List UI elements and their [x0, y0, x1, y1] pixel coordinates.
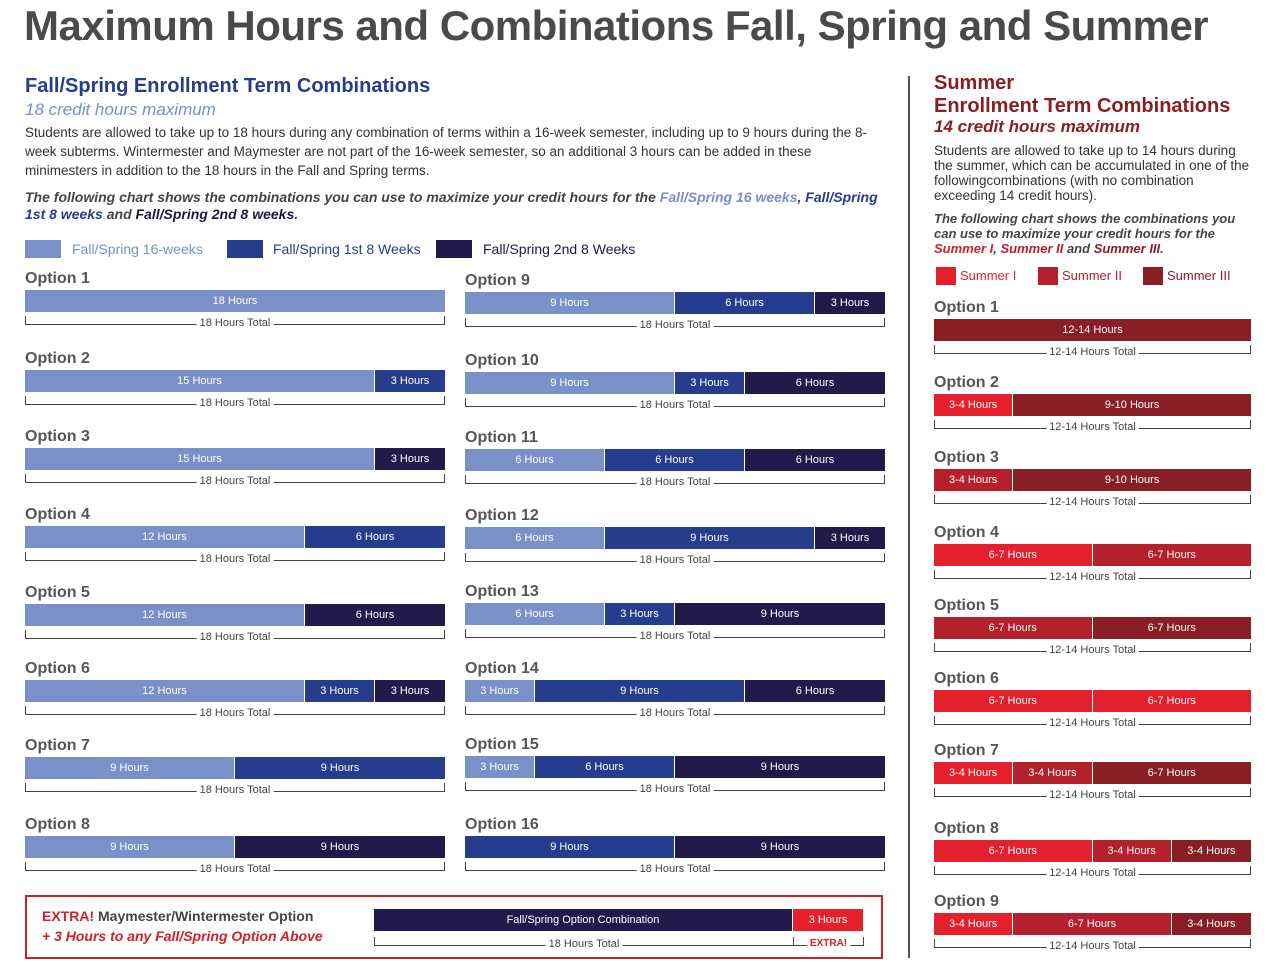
fall-spring-total-bracket [465, 629, 885, 642]
fall-spring-total-bracket [465, 706, 885, 719]
legend-label-summer-3: Summer III [1167, 268, 1231, 283]
legend-swatch-1st-8-weeks [227, 240, 263, 258]
summer-total-bracket [934, 570, 1251, 583]
summer-option-label: Option 7 [934, 742, 999, 759]
fall-spring-option-bar [465, 292, 885, 314]
summer-bar-segment: 12-14 Hours [934, 319, 1251, 341]
fall-spring-total-bracket [465, 475, 885, 488]
fall-spring-total-bracket [465, 862, 885, 875]
fall-spring-total-label: 18 Hours Total [637, 319, 714, 331]
summer-intro: The following chart shows the combinations you can use to maximize your credit hours for the Summer I, Summer II and Summer III. [934, 211, 1236, 256]
fall-spring-option-label: Option 8 [25, 816, 90, 833]
summer-total-bracket [934, 788, 1251, 801]
summer-total-label: 12-14 Hours Total [1046, 717, 1139, 729]
fall-spring-bar-segment: 6 Hours [745, 372, 885, 394]
summer-bar-segment: 3-4 Hours [1172, 913, 1251, 935]
summer-total-bracket [934, 420, 1251, 433]
fall-spring-option-bar [465, 372, 885, 394]
summer-option-bar [934, 840, 1251, 862]
fall-spring-total-bracket [25, 474, 445, 487]
summer-bar-segment: 6-7 Hours [934, 617, 1093, 639]
fall-spring-bar-segment: 6 Hours [535, 756, 675, 778]
legend-label-1st-8-weeks: Fall/Spring 1st 8 Weeks [273, 241, 421, 257]
fall-spring-option-bar [25, 448, 445, 470]
summer-option-label: Option 4 [934, 524, 999, 541]
fall-spring-bar-segment: 9 Hours [605, 527, 815, 549]
fall-spring-bar-segment: 9 Hours [675, 836, 885, 858]
fall-spring-option-label: Option 16 [465, 816, 539, 833]
summer-total-bracket [934, 939, 1251, 952]
fall-spring-bar-segment: 15 Hours [25, 370, 375, 392]
fall-spring-total-bracket [465, 398, 885, 411]
summer-option-bar [934, 617, 1251, 639]
fall-spring-bar-segment: 3 Hours [375, 448, 445, 470]
fall-spring-bar-segment: 9 Hours [235, 757, 445, 779]
fall-spring-total-bracket [25, 316, 445, 329]
summer-total-label: 12-14 Hours Total [1046, 867, 1139, 879]
summer-total-bracket [934, 866, 1251, 879]
summer-option-label: Option 5 [934, 597, 999, 614]
summer-bar-segment: 3-4 Hours [934, 762, 1013, 784]
fall-spring-total-label: 18 Hours Total [197, 863, 274, 875]
fall-spring-description: Students are allowed to take up to 18 hours during any combination of terms within a 16-week semester, including up to 9 hours during the 8-week subterms. Wintermester and Maymester are not part of the 16-week semester, so an additional 3 hours can be added in these minimesters in addition to the 18 hours in the Fall and Spring terms. [25, 125, 867, 178]
fall-spring-bar-segment: 6 Hours [305, 526, 445, 548]
fall-spring-option-bar [25, 604, 445, 626]
summer-option-bar [934, 394, 1251, 416]
fall-spring-bar-segment: 9 Hours [535, 680, 745, 702]
fall-spring-bar-segment: 9 Hours [25, 836, 235, 858]
summer-bar-segment: 6-7 Hours [934, 690, 1093, 712]
fall-spring-total-label: 18 Hours Total [637, 863, 714, 875]
summer-bar-segment: 3-4 Hours [934, 913, 1013, 935]
fall-spring-option-label: Option 5 [25, 584, 90, 601]
fall-spring-option-bar [465, 756, 885, 778]
summer-bar-segment: 9-10 Hours [1013, 394, 1251, 416]
summer-bar-segment: 3-4 Hours [1013, 762, 1092, 784]
legend-swatch-2nd-8-weeks [436, 240, 472, 258]
summer-bar-segment: 6-7 Hours [934, 544, 1093, 566]
fall-spring-option-label: Option 3 [25, 428, 90, 445]
fall-spring-bar-segment: 6 Hours [465, 449, 605, 471]
fall-spring-option-label: Option 12 [465, 507, 539, 524]
extra-bar [374, 909, 863, 931]
fall-spring-total-bracket [465, 553, 885, 566]
fall-spring-total-label: 18 Hours Total [637, 783, 714, 795]
fall-spring-total-bracket [25, 396, 445, 409]
extra-combo-segment: Fall/Spring Option Combination [374, 909, 793, 931]
summer-option-label: Option 9 [934, 893, 999, 910]
legend-label-16-weeks: Fall/Spring 16-weeks [72, 241, 203, 257]
column-divider [908, 76, 910, 958]
fall-spring-bar-segment: 3 Hours [605, 603, 675, 625]
summer-subheading: 14 credit hours maximum [934, 117, 1140, 136]
summer-option-bar [934, 469, 1251, 491]
fall-spring-option-bar [465, 680, 885, 702]
fall-spring-heading: Fall/Spring Enrollment Term Combinations [25, 75, 431, 97]
extra-title: EXTRA! Maymester/Wintermester Option [42, 908, 314, 924]
fall-spring-bar-segment: 6 Hours [465, 603, 605, 625]
summer-bar-segment: 9-10 Hours [1013, 469, 1251, 491]
summer-option-label: Option 6 [934, 670, 999, 687]
fall-spring-option-bar [25, 757, 445, 779]
summer-description: Students are allowed to take up to 14 hours during the summer, which can be accumulated in one of the followingcombinations (with no combination exceeding 14 credit hours). [934, 143, 1250, 203]
summer-bar-segment: 6-7 Hours [1093, 617, 1252, 639]
fall-spring-option-label: Option 9 [465, 272, 530, 289]
fall-spring-total-label: 18 Hours Total [637, 630, 714, 642]
fall-spring-option-bar [25, 370, 445, 392]
fall-spring-bar-segment: 6 Hours [605, 449, 745, 471]
summer-heading-line1: Summer [934, 72, 1015, 94]
fall-spring-subheading: 18 credit hours maximum [25, 100, 216, 119]
fall-spring-option-bar [25, 526, 445, 548]
fall-spring-bar-segment: 18 Hours [25, 290, 445, 312]
fall-spring-bar-segment: 6 Hours [465, 527, 605, 549]
fall-spring-bar-segment: 12 Hours [25, 526, 305, 548]
fall-spring-total-bracket [25, 862, 445, 875]
summer-total-label: 12-14 Hours Total [1046, 496, 1139, 508]
fall-spring-option-bar [25, 290, 445, 312]
fall-spring-total-bracket [465, 782, 885, 795]
summer-option-bar [934, 913, 1251, 935]
fall-spring-bar-segment: 12 Hours [25, 680, 305, 702]
summer-bar-segment: 6-7 Hours [1093, 544, 1252, 566]
summer-total-bracket [934, 716, 1251, 729]
fall-spring-option-label: Option 14 [465, 660, 539, 677]
fall-spring-bar-segment: 9 Hours [675, 603, 885, 625]
fall-spring-total-label: 18 Hours Total [637, 554, 714, 566]
summer-option-label: Option 1 [934, 299, 999, 316]
fall-spring-bar-segment: 12 Hours [25, 604, 305, 626]
fall-spring-total-bracket [25, 706, 445, 719]
summer-total-label: 12-14 Hours Total [1046, 571, 1139, 583]
fall-spring-intro: The following chart shows the combinations you can use to maximize your credit hours for the Fall/Spring 16 weeks, Fall/Spring 1st 8 weeks and Fall/Spring 2nd 8 weeks. [25, 189, 878, 222]
summer-option-label: Option 3 [934, 449, 999, 466]
fall-spring-option-label: Option 15 [465, 736, 539, 753]
fall-spring-option-bar [465, 836, 885, 858]
legend-swatch-16-weeks [25, 240, 61, 258]
summer-option-bar [934, 319, 1251, 341]
summer-bar-segment: 3-4 Hours [1093, 840, 1172, 862]
legend-label-summer-1: Summer I [960, 268, 1017, 283]
fall-spring-option-label: Option 10 [465, 352, 539, 369]
fall-spring-total-label: 18 Hours Total [197, 631, 274, 643]
summer-bar-segment: 6-7 Hours [1013, 913, 1172, 935]
legend-swatch-summer-1 [936, 267, 956, 285]
summer-total-label: 12-14 Hours Total [1046, 346, 1139, 358]
page-title: Maximum Hours and Combinations Fall, Spring and Summer [24, 2, 1209, 49]
fall-spring-option-label: Option 1 [25, 270, 90, 287]
summer-option-bar [934, 762, 1251, 784]
fall-spring-bar-segment: 3 Hours [815, 527, 885, 549]
summer-bar-segment: 6-7 Hours [934, 840, 1093, 862]
fall-spring-bar-segment: 9 Hours [675, 756, 885, 778]
fall-spring-bar-segment: 3 Hours [305, 680, 375, 702]
fall-spring-bar-segment: 3 Hours [465, 680, 535, 702]
fall-spring-total-label: 18 Hours Total [637, 707, 714, 719]
fall-spring-total-bracket [25, 552, 445, 565]
legend-label-2nd-8-weeks: Fall/Spring 2nd 8 Weeks [483, 241, 636, 257]
fall-spring-total-bracket [25, 783, 445, 796]
fall-spring-total-label: 18 Hours Total [637, 476, 714, 488]
fall-spring-total-label: 18 Hours Total [197, 317, 274, 329]
extra-hours-segment: 3 Hours [793, 909, 863, 931]
fall-spring-option-label: Option 6 [25, 660, 90, 677]
fall-spring-bar-segment: 15 Hours [25, 448, 375, 470]
summer-total-label: 12-14 Hours Total [1046, 421, 1139, 433]
fall-spring-bar-segment: 3 Hours [375, 370, 445, 392]
summer-option-bar [934, 544, 1251, 566]
legend-swatch-summer-2 [1038, 267, 1058, 285]
summer-bar-segment: 6-7 Hours [1093, 690, 1252, 712]
fall-spring-bar-segment: 6 Hours [745, 449, 885, 471]
extra-subtitle: + 3 Hours to any Fall/Spring Option Above [42, 928, 323, 944]
fall-spring-option-label: Option 7 [25, 737, 90, 754]
summer-total-label: 12-14 Hours Total [1046, 644, 1139, 656]
fall-spring-bar-segment: 6 Hours [675, 292, 815, 314]
summer-bar-segment: 3-4 Hours [934, 469, 1013, 491]
fall-spring-total-bracket [465, 318, 885, 331]
summer-bar-segment: 3-4 Hours [934, 394, 1013, 416]
fall-spring-bar-segment: 3 Hours [465, 756, 535, 778]
fall-spring-bar-segment: 6 Hours [745, 680, 885, 702]
summer-total-bracket [934, 345, 1251, 358]
fall-spring-bar-segment: 9 Hours [235, 836, 445, 858]
fall-spring-bar-segment: 3 Hours [815, 292, 885, 314]
fall-spring-option-label: Option 2 [25, 350, 90, 367]
fall-spring-bar-segment: 3 Hours [375, 680, 445, 702]
fall-spring-total-label: 18 Hours Total [637, 399, 714, 411]
fall-spring-option-label: Option 11 [465, 429, 538, 446]
fall-spring-bar-segment: 9 Hours [465, 292, 675, 314]
extra-total-bracket: 18 Hours Total [374, 937, 794, 946]
summer-option-label: Option 2 [934, 374, 999, 391]
fall-spring-option-label: Option 4 [25, 506, 90, 523]
fall-spring-total-bracket [25, 630, 445, 643]
fall-spring-total-label: 18 Hours Total [197, 784, 274, 796]
fall-spring-total-label: 18 Hours Total [197, 553, 274, 565]
extra-bracket: EXTRA! [793, 937, 864, 946]
summer-option-label: Option 8 [934, 820, 999, 837]
legend-label-summer-2: Summer II [1062, 268, 1122, 283]
fall-spring-option-bar [465, 527, 885, 549]
summer-total-bracket [934, 643, 1251, 656]
fall-spring-total-label: 18 Hours Total [197, 397, 274, 409]
summer-total-label: 12-14 Hours Total [1046, 789, 1139, 801]
summer-bar-segment: 3-4 Hours [1172, 840, 1251, 862]
fall-spring-bar-segment: 3 Hours [675, 372, 745, 394]
summer-total-label: 12-14 Hours Total [1046, 940, 1139, 952]
fall-spring-total-label: 18 Hours Total [197, 475, 274, 487]
fall-spring-option-bar [465, 449, 885, 471]
fall-spring-option-label: Option 13 [465, 583, 539, 600]
summer-bar-segment: 6-7 Hours [1093, 762, 1252, 784]
fall-spring-option-bar [25, 680, 445, 702]
fall-spring-bar-segment: 9 Hours [465, 372, 675, 394]
fall-spring-bar-segment: 6 Hours [305, 604, 445, 626]
fall-spring-option-bar [465, 603, 885, 625]
fall-spring-bar-segment: 9 Hours [465, 836, 675, 858]
summer-total-bracket [934, 495, 1251, 508]
fall-spring-total-label: 18 Hours Total [197, 707, 274, 719]
legend-swatch-summer-3 [1143, 267, 1163, 285]
summer-option-bar [934, 690, 1251, 712]
summer-heading-line2: Enrollment Term Combinations [934, 95, 1231, 117]
fall-spring-bar-segment: 9 Hours [25, 757, 235, 779]
fall-spring-option-bar [25, 836, 445, 858]
